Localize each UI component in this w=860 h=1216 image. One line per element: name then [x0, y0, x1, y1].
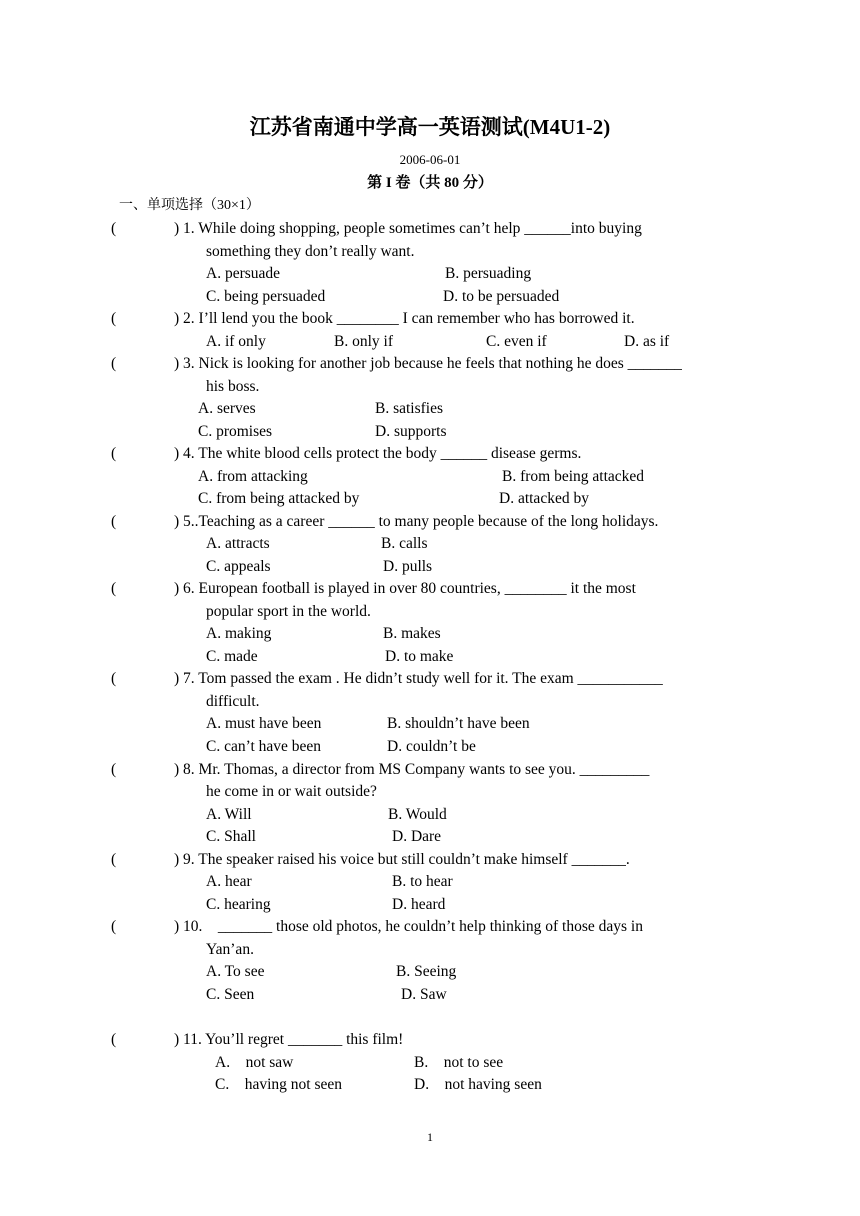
option-a: A. Will — [206, 806, 252, 823]
option-c: C. being persuaded — [206, 288, 326, 305]
option-c: C. Seen — [206, 986, 255, 1003]
answer-paren: ( — [111, 220, 117, 237]
option-b: B. Would — [388, 806, 447, 823]
question-stem-cont: difficult. — [206, 693, 260, 710]
question-stem-cont: popular sport in the world. — [206, 603, 371, 620]
option-a: A. must have been — [206, 715, 322, 732]
option-d: D. heard — [392, 896, 446, 913]
option-c: C. promises — [198, 423, 273, 440]
option-a: A. hear — [206, 873, 252, 890]
page-number: 1 — [427, 1130, 433, 1144]
answer-paren: ( — [111, 513, 117, 530]
option-d: D. supports — [375, 423, 447, 440]
question-stem: ) 11. You’ll regret _______ this film! — [174, 1031, 404, 1048]
answer-paren: ( — [111, 310, 117, 327]
option-b: B. only if — [334, 333, 393, 350]
answer-paren: ( — [111, 761, 117, 778]
question-stem-cont: Yan’an. — [206, 941, 254, 958]
option-c: C. having not seen — [215, 1076, 342, 1093]
option-b: B. satisfies — [375, 400, 444, 417]
question-stem: ) 7. Tom passed the exam . He didn’t study well for it. The exam ___________ — [174, 670, 663, 687]
option-b: B. to hear — [392, 873, 453, 890]
question-stem-cont: something they don’t really want. — [206, 243, 415, 260]
question-stem: ) 5..Teaching as a career ______ to many people because of the long holidays. — [174, 513, 659, 530]
answer-paren: ( — [111, 918, 117, 935]
question-stem: ) 3. Nick is looking for another job because he feels that nothing he does _______ — [174, 355, 682, 372]
option-a: A. if only — [206, 333, 266, 350]
option-a: A. persuade — [206, 265, 281, 282]
question-stem: ) 6. European football is played in over 80 countries, ________ it the most — [174, 580, 636, 597]
option-d: D. to be persuaded — [443, 288, 560, 305]
option-a: A. from attacking — [198, 468, 308, 485]
option-c: C. appeals — [206, 558, 271, 575]
option-b: B. not to see — [414, 1054, 504, 1071]
option-b: B. shouldn’t have been — [387, 715, 530, 732]
answer-paren: ( — [111, 851, 117, 868]
option-c: C. Shall — [206, 828, 256, 845]
part-heading: 第 I 卷（共 80 分） — [367, 175, 493, 191]
option-a: A. making — [206, 625, 272, 642]
question-stem: ) 4. The white blood cells protect the body ______ disease germs. — [174, 445, 582, 462]
option-c: C. made — [206, 648, 258, 665]
option-c: C. even if — [486, 333, 547, 350]
answer-paren: ( — [111, 670, 117, 687]
option-d: D. attacked by — [499, 490, 589, 507]
option-d: D. Dare — [392, 828, 442, 845]
option-b: B. persuading — [445, 265, 532, 282]
option-c: C. from being attacked by — [198, 490, 360, 507]
answer-paren: ( — [111, 580, 117, 597]
question-stem: ) 2. I’ll lend you the book ________ I can remember who has borrowed it. — [174, 310, 635, 327]
question-stem: ) 10. _______ those old photos, he couldn’t help thinking of those days in — [174, 918, 643, 935]
option-d: D. to make — [385, 648, 454, 665]
option-d: D. as if — [624, 333, 670, 350]
option-d: D. pulls — [383, 558, 433, 575]
question-stem: ) 8. Mr. Thomas, a director from MS Company wants to see you. _________ — [174, 761, 650, 778]
answer-paren: ( — [111, 355, 117, 372]
exam-date: 2006-06-01 — [399, 152, 461, 167]
option-b: B. Seeing — [396, 963, 457, 980]
answer-paren: ( — [111, 445, 117, 462]
question-stem: ) 1. While doing shopping, people sometimes can’t help ______into buying — [174, 220, 642, 237]
option-b: B. makes — [383, 625, 441, 642]
page-title: 江苏省南通中学高一英语测试(M4U1-2) — [249, 115, 611, 139]
question-stem: ) 9. The speaker raised his voice but still couldn’t make himself _______. — [174, 851, 630, 868]
option-b: B. from being attacked — [502, 468, 645, 485]
option-b: B. calls — [381, 535, 428, 552]
option-a: A. serves — [198, 400, 256, 417]
question-stem-cont: he come in or wait outside? — [206, 783, 377, 800]
option-c: C. hearing — [206, 896, 271, 913]
option-a: A. attracts — [206, 535, 270, 552]
option-d: D. couldn’t be — [387, 738, 476, 755]
option-d: D. not having seen — [414, 1076, 542, 1093]
answer-paren: ( — [111, 1031, 117, 1048]
option-c: C. can’t have been — [206, 738, 322, 755]
section-heading: 一、单项选择（30×1） — [119, 198, 260, 213]
question-stem-cont: his boss. — [206, 378, 260, 395]
option-a: A. not saw — [215, 1054, 294, 1071]
option-a: A. To see — [206, 963, 265, 980]
option-d: D. Saw — [401, 986, 447, 1003]
